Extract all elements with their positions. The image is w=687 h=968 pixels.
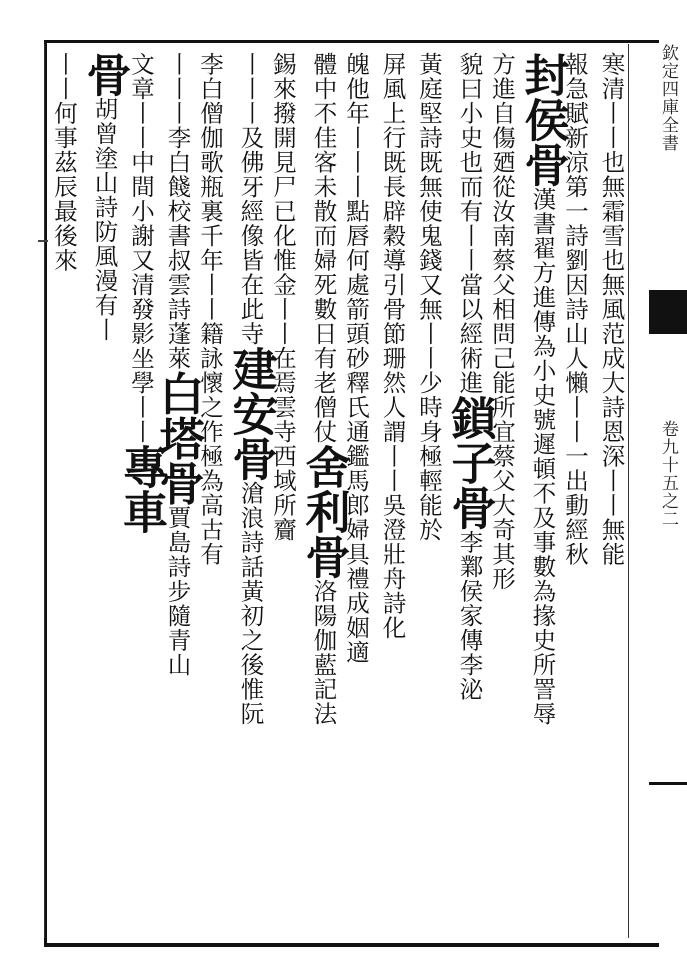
entry-text: 屏風上行既長辟穀導引骨節珊然人謂丨丨吳澄壯舟詩化	[378, 52, 407, 640]
column-rule	[628, 44, 629, 938]
entry-heading: 封侯骨	[516, 52, 570, 187]
text-column	[592, 52, 632, 567]
entry-text: 雲寺西域所齎	[269, 395, 297, 542]
margin-top-label: 欽定四庫全書	[658, 44, 678, 152]
entry-text: 文章丨丨中間小謝又清發	[127, 52, 155, 322]
entry-heading: 舍利骨	[297, 444, 351, 579]
entry-text: 丨丨丨及佛牙經像皆在此寺	[236, 52, 265, 346]
entry-heading: 白塔骨	[151, 370, 205, 506]
margin-rule	[649, 782, 687, 785]
entry-text: 貌曰小史也而有丨丨當以經術進	[455, 52, 484, 395]
entry-text: 方進自傷廼從汝南蔡父相問己能所宜蔡父大奇其形	[488, 52, 516, 591]
entry-text: 洛陽伽藍記法	[309, 579, 338, 726]
entry-heading: 專車	[115, 444, 168, 534]
text-column	[373, 52, 413, 640]
entry-text: 少時身極輕能於	[415, 370, 443, 542]
text-column	[78, 52, 132, 342]
text-column	[224, 52, 278, 726]
entry-text: 籍詠懷之作極為高古有	[196, 321, 224, 567]
column-rule	[44, 44, 45, 938]
entry-heading: 骨	[78, 52, 132, 97]
margin-strip	[653, 40, 687, 940]
entry-text: 李白僧伽歌瓶裏千年丨丨	[196, 52, 224, 322]
entry-text: 體中不佳客未散而婦死數日有老僧仗	[309, 52, 338, 444]
text-column	[297, 52, 351, 726]
entry-text: 丨丨何事茲辰最後來	[50, 52, 78, 273]
text-column	[409, 52, 449, 542]
entry-text: 寒清丨丨也無霜雪也無風范成大詩恩深丨丨無能	[597, 52, 626, 567]
entry-text: 賈島詩步隨青山	[163, 505, 192, 677]
entry-text: 漢書翟方進傳為小史號遲頓不及事數為掾史所詈辱	[528, 187, 557, 726]
entry-text: 黃庭堅詩既無使鬼錢又無丨丨	[415, 52, 443, 371]
entry-text: 李鄴侯家傳李泌	[455, 530, 484, 702]
entry-text: 魄他年丨丨丨	[342, 52, 370, 199]
entry-text: 影坐學丨丨	[127, 321, 155, 444]
margin-fish-tail-top	[649, 290, 687, 334]
text-column	[516, 52, 570, 726]
entry-heading: 建安骨	[224, 346, 278, 481]
text-column	[44, 52, 84, 273]
entry-text: 胡曾塗山詩防風漫有丨	[90, 97, 119, 342]
entry-heading: 鎖子骨	[443, 395, 497, 530]
entry-text: 丨丨丨李白餞校書叔雲詩蓬萊	[163, 52, 192, 371]
entry-text: 錫來撥開見尸已化惟金丨丨在焉	[269, 52, 297, 395]
entry-text: 點唇何處箭頭砂釋氏通鑑馬郎婦具禮成姻適	[342, 199, 370, 665]
entry-text: 滄浪詩話黃初之後惟阮	[236, 481, 265, 726]
text-column	[443, 52, 497, 702]
entry-text: 報急賦新涼第一詩劉因詩山人懶丨丨一出動經秋	[561, 52, 589, 567]
margin-volume-label: 卷九十五之二	[658, 420, 678, 528]
